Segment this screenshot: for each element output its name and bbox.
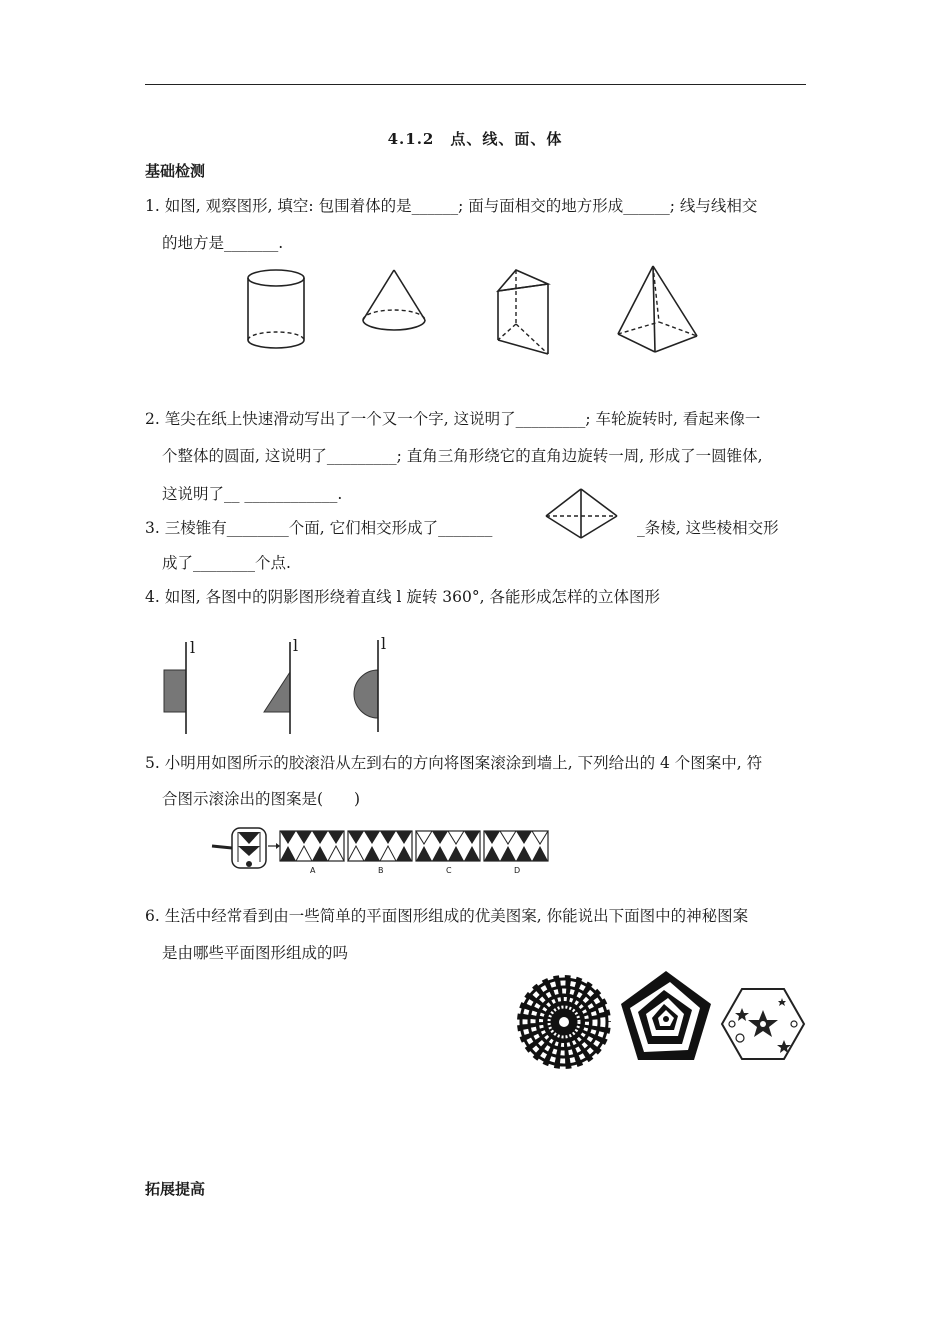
spiral-pentagon-pattern (618, 968, 714, 1064)
q1-line2: 的地方是_______. (162, 234, 284, 252)
q3-line2: 成了________个点. (162, 554, 291, 572)
option-c-label: C (446, 866, 452, 875)
option-c-pattern (416, 831, 480, 861)
q6-line2: 是由哪些平面图形组成的吗 (162, 944, 349, 962)
roller-pattern-options (278, 830, 554, 880)
q4-line1: 4. 如图, 各图中的阴影图形绕着直线 l 旋转 360°, 各能形成怎样的立体图形 (145, 588, 660, 606)
pyramid-figure (615, 264, 701, 356)
rectangle-rotation-figure (160, 636, 210, 736)
axis-label-2: l (293, 636, 299, 655)
triangular-pyramid-figure (543, 486, 623, 542)
cylinder-figure (245, 268, 315, 358)
q6-line1: 6. 生活中经常看到由一些简单的平面图形组成的优美图案, 你能说出下面图中的神秘图案 (145, 907, 749, 925)
q1-line1: 1. 如图, 观察图形, 填空: 包围着体的是______; 面与面相交的地方形成______; 线与线相交 (145, 197, 758, 215)
option-d-pattern (484, 831, 548, 861)
axis-label-3: l (381, 634, 387, 653)
q2-line1: 2. 笔尖在纸上快速滑动写出了一个又一个字, 这说明了_________; 车轮旋转时, 看起来像一 (145, 410, 761, 428)
roller-figure (210, 824, 280, 872)
option-a-label: A (310, 866, 316, 875)
section-heading-basic: 基础检测 (145, 162, 206, 180)
option-a-pattern (280, 831, 344, 861)
option-b-pattern (348, 831, 412, 861)
q2-line3: 这说明了__ ____________. (162, 485, 343, 503)
top-rule (145, 84, 806, 85)
cone-figure (360, 268, 430, 348)
q2-line2: 个整体的圆面, 这说明了_________; 直角三角形绕它的直角边旋转一周, 形成了一圆锥体, (162, 447, 763, 465)
q5-line1: 5. 小明用如图所示的胶滚沿从左到右的方向将图案滚涂到墙上, 下列给出的 4 个图案中, 符 (145, 754, 763, 772)
q3-line1b: _条棱, 这些棱相交形 (637, 519, 779, 537)
option-d-label: D (514, 866, 521, 875)
prism-figure (492, 266, 554, 358)
axis-label-1: l (190, 638, 196, 657)
q5-line2: 合图示滚涂出的图案是( ) (162, 790, 361, 808)
triangle-rotation-figure (258, 636, 308, 736)
section-heading-extension: 拓展提高 (145, 1180, 206, 1198)
semicircle-rotation-figure (350, 636, 400, 736)
star-hexagon-pattern (720, 986, 806, 1062)
q3-line1a: 3. 三棱锥有________个面, 它们相交形成了_______ (145, 519, 493, 537)
page-title: 4.1.2 点、线、面、体 (387, 130, 563, 148)
option-b-label: B (378, 866, 384, 875)
checkered-circle-pattern (515, 973, 613, 1071)
